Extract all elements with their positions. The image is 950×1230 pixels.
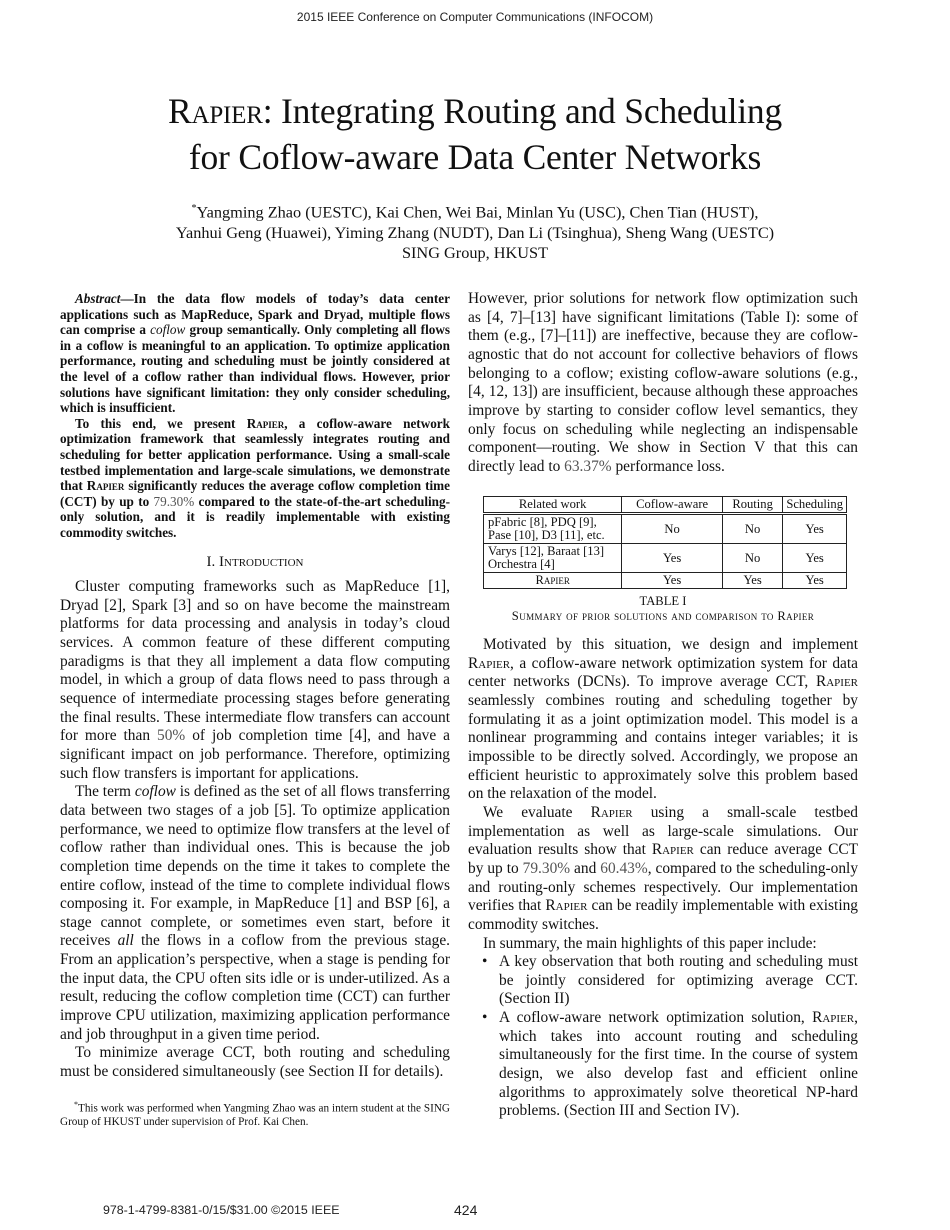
coflow-term: coflow (150, 322, 186, 338)
system-name: Rapier (812, 1009, 855, 1027)
table-row (484, 514, 847, 544)
body-text: We evaluate (483, 803, 591, 821)
body-text: performance loss. (611, 457, 725, 475)
list-item-text: A coflow-aware network optimization solution, (499, 1009, 813, 1027)
section-title: Introduction (219, 554, 304, 570)
abstract-text: compared to the state-of-the-art scheduling-only solution, and it is readily implementable with existing commodity switches. (60, 493, 450, 540)
author-footnote-mark: * (191, 203, 197, 214)
routing-cell: No (722, 514, 782, 544)
footnote (60, 1098, 450, 1130)
right-paragraph-2 (468, 804, 858, 935)
list-item (482, 953, 858, 1009)
footnote-mark: * (74, 1100, 78, 1109)
footnote-text: This work was performed when Yangming Zhao was an intern student at the SING Group of HKUST under supervision of Prof. Kai Chen. (60, 1102, 450, 1129)
system-name: Rapier (815, 673, 858, 691)
body-text: can be readily implementable with existing commodity switches. (468, 897, 858, 933)
table-row (484, 573, 847, 589)
abstract-text: group semantically. Only completing all flows in a coflow is meaningful to an application. To optimize application performance, routing and scheduling must be jointly considered at the level of a coflow rather than individual flows. However, prior solutions have significant limitation: they only consider scheduling, which is insufficient. (60, 322, 450, 416)
cell-text: pFabric [8], PDQ [9], (488, 515, 597, 529)
section-number: I. (206, 554, 216, 570)
bullet-icon: • (482, 1009, 488, 1027)
title-line-2: for Coflow-aware Data Center Networks (188, 137, 762, 177)
related-work-cell (484, 514, 622, 544)
body-text: The term (75, 783, 135, 801)
abstract-label: Abstract (75, 291, 121, 306)
percentage-value: 79.30% (522, 859, 571, 877)
percentage-value: 50% (157, 727, 186, 745)
abstract-text: significantly reduces the average coflow completion time (CCT) by up to (60, 478, 450, 509)
title-line-1 (0, 88, 950, 134)
percentage-value: 60.43% (600, 859, 648, 877)
comparison-table (483, 496, 847, 589)
system-name: Rapier (246, 415, 285, 431)
running-header: 2015 IEEE Conference on Computer Communications (INFOCOM) (296, 10, 654, 24)
paper-title (0, 88, 950, 180)
body-text: is defined as the set of all flows transferring data between two stages of a job [5]. To optimize application performance, we need to optimize flow transfers at the level of coflow rather than individual ones. This is because the job completion time depends on the time it takes to complete the entire coflow, instead of the time to complete individual flows composing it. For example, in MapReduce [1] and BSP [6], a stage cannot complete, or sometimes even start, before it receives (60, 783, 450, 950)
abstract-text: To this end, we present (75, 415, 247, 431)
system-name: Rapier (545, 897, 588, 915)
table-header-row (484, 497, 847, 514)
system-name: Rapier (86, 478, 125, 494)
abstract-text: , a coflow-aware network optimization framework that seamlessly integrates routing and scheduling for better application performance. Using a small-scale testbed implementation and large-scale simulations, we demonstrate that (60, 415, 450, 494)
table-caption (468, 594, 858, 624)
right-column-body (468, 636, 858, 1121)
list-item-text: A key observation that both routing and scheduling must be jointly considered for optimizing average CCT. (Section II) (499, 953, 858, 1008)
title-line-1-rest: : Integrating Routing and Scheduling (262, 91, 783, 131)
body-text: using a small-scale testbed implementation as well as large-scale simulations. Our evaluation results show that (468, 803, 858, 859)
footnote-paragraph (60, 1098, 450, 1130)
introduction-body (60, 578, 450, 1082)
emphasis-all: all (117, 932, 134, 950)
scheduling-cell: Yes (783, 544, 847, 573)
related-work-cell (484, 573, 622, 589)
column-header: Related work (484, 497, 622, 514)
related-work-cell (484, 544, 622, 573)
body-text: Motivated by this situation, we design and implement (483, 636, 858, 653)
intro-paragraph-3: To minimize average CCT, both routing and scheduling must be considered simultaneously (see Section II for details). (60, 1044, 450, 1081)
body-text: Cluster computing frameworks such as MapReduce [1], Dryad [2], Spark [3] and so on have become the mainstream platforms for data processing and analysis in today’s cloud services. A common feature of these different computing paradigms is that they all implement a data flow computing model, in which a group of data flows need to pass through a sequence of intermediate processing stages before generating the final results. These intermediate flow transfers can account for more than (60, 578, 450, 745)
abstract-paragraph-2 (60, 416, 450, 541)
body-text: the flows in a coflow from the previous stage. From an application’s perspective, when a stage is pending for the input data, the CPU often sits idle or is under-utilized. As a result, reducing the coflow completion time (CCT) can further improve CPU utilization, maximizing application performance and job throughput in a given time period. (60, 932, 450, 1043)
body-text: However, prior solutions for network flow optimization such as [4, 7]–[13] have significant limitations (Table I): some of them (e.g., [7]–[11]) are ineffective, because they are coflow-agnostic that do not account for collective behaviors of flows belonging to a coflow; existing coflow-aware solutions (e.g., [4, 12, 13]) are insufficient, because although these approaches improve by starting to consider coflow level semantics, they only focus on scheduling while neglecting an indispensable component—routing. We show in Section V that this can directly lead to (468, 290, 858, 475)
list-item-text: , which takes into account routing and scheduling simultaneously for the first time. In the course of system design, we also develop fast and efficient online algorithms to approximately solve theoretical NP-hard problems. (Section III and Section IV). (499, 1009, 858, 1120)
intro-paragraph-2 (60, 783, 450, 1044)
column-header: Coflow-aware (622, 497, 723, 514)
right-column-top (468, 290, 858, 477)
abstract-text: —In the data flow models of today’s data center applications such as MapReduce, Spark and Dryad, multiple flows can comprise a (60, 291, 450, 338)
abstract-paragraph-1 (60, 291, 450, 416)
body-text: , a coflow-aware network optimization system for data center networks (DCNs). To improve average CCT, (468, 654, 858, 691)
scheduling-cell: Yes (783, 514, 847, 544)
table-caption-label: TABLE I (639, 594, 687, 608)
authors-line-1 (0, 199, 950, 223)
abstract (60, 291, 450, 541)
authors-line-2: Yanhui Geng (Huawei), Yiming Zhang (NUDT), Dan Li (Tsinghua), Sheng Wang (UESTC) (175, 222, 775, 242)
routing-cell: Yes (722, 573, 782, 589)
intro-paragraph-1 (60, 578, 450, 783)
percentage-value: 63.37% (564, 457, 612, 475)
title-system-name: Rapier (167, 91, 263, 131)
coflow-aware-cell: No (622, 514, 723, 544)
cell-text: Pase [10], D3 [11], etc. (488, 528, 605, 542)
table-row (484, 544, 847, 573)
bullet-icon: • (482, 953, 488, 971)
coflow-term: coflow (134, 783, 176, 801)
body-text: and (570, 859, 601, 877)
section-heading-introduction (60, 554, 450, 571)
body-text: , compared to the scheduling-only and routing-only schemes respectively. Our implementation verifies that (468, 859, 859, 915)
authors-line-1-text: Yangming Zhao (UESTC), Kai Chen, Wei Bai, Minlan Yu (USC), Chen Tian (HUST), (196, 202, 759, 222)
column-header: Scheduling (783, 497, 847, 514)
right-paragraph-3: In summary, the main highlights of this paper include: (483, 934, 817, 952)
body-text: of job completion time [4], and have a significant impact on job performance. Therefore, optimizing such flow transfers is important for applications. (60, 727, 451, 782)
right-paragraph-1 (468, 636, 858, 804)
author-list (0, 199, 950, 264)
coflow-aware-cell: Yes (622, 573, 723, 589)
table-caption-text: Summary of prior solutions and comparison to Rapier (511, 609, 815, 623)
highlights-list (468, 953, 858, 1121)
body-text: seamlessly combines routing and scheduling together by formulating it as a joint optimization model. This model is a nonlinear programming and contains integer variables; it is impossible to be directly solved. Accordingly, we propose an efficient heuristic to approximately solve this problem based on the relaxation of the model. (468, 691, 858, 803)
right-paragraph-0 (468, 290, 858, 477)
system-name: Rapier (468, 654, 511, 672)
coflow-aware-cell: Yes (622, 544, 723, 573)
scheduling-cell: Yes (783, 573, 847, 589)
page-number: 424 (454, 1202, 478, 1218)
body-text: can reduce average CCT by up to (468, 841, 859, 877)
percentage-value: 79.30% (153, 493, 195, 509)
list-item (482, 1009, 858, 1121)
cell-text: Orchestra [4] (488, 557, 555, 571)
system-name: Rapier (590, 803, 633, 821)
copyright-isbn: 978-1-4799-8381-0/15/$31.00 ©2015 IEEE (103, 1203, 340, 1217)
cell-text: Varys [12], Baraat [13] (488, 544, 605, 558)
routing-cell: No (722, 544, 782, 573)
system-name: Rapier (651, 841, 694, 859)
affiliation: SING Group, HKUST (401, 243, 549, 263)
column-header: Routing (722, 497, 782, 514)
cell-text: Rapier (535, 573, 570, 587)
